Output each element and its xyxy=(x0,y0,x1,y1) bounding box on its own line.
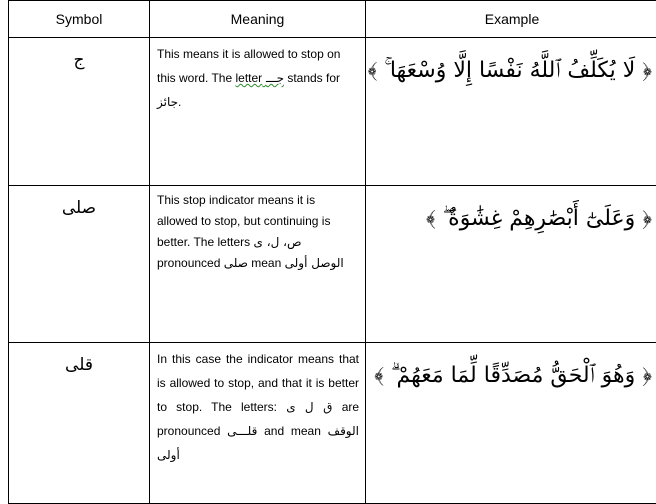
header-symbol: Symbol xyxy=(9,1,150,38)
meaning-arabic: جـــ xyxy=(262,71,284,85)
header-row xyxy=(9,1,656,38)
meaning-cell xyxy=(150,38,366,186)
meaning-arabic: قلـــى xyxy=(227,424,257,438)
meaning-arabic: الوقف أولى xyxy=(157,424,359,462)
meaning-arabic: صلى xyxy=(224,256,248,270)
meaning-text: letter xyxy=(236,71,263,85)
meaning-text: In this case the indicator means that is allowed to stop, and that it is better to stop. The letters: xyxy=(157,352,359,414)
symbol-jim: ج xyxy=(74,50,85,70)
meaning-arabic: الوصل أولى xyxy=(285,256,344,270)
meaning-arabic: جائز xyxy=(157,95,178,109)
symbol-qala: قلى xyxy=(65,355,93,375)
meaning-cell xyxy=(150,343,366,504)
symbol-cell xyxy=(9,186,150,343)
meaning-arabic: ص، ل، ى xyxy=(254,235,302,249)
meaning-text: stands for xyxy=(287,71,340,85)
example-cell xyxy=(366,38,656,186)
meaning-arabic: ى xyxy=(286,400,295,414)
symbol-cell xyxy=(9,38,150,186)
meaning-text: and mean xyxy=(264,424,321,438)
table-row xyxy=(9,186,656,343)
table-row xyxy=(9,343,656,504)
symbol-cell xyxy=(9,343,150,504)
meaning-text: . xyxy=(178,95,181,109)
example-cell xyxy=(366,186,656,343)
example-verse: ﴿ وَعَلَىٰٓ أَبْصَٰرِهِمْ غِشَٰوَةٌ ۖ ﴾ xyxy=(426,206,652,231)
meaning-text: This stop indicator means it is allowed to stop, but continuing is better. The letters xyxy=(157,193,330,249)
example-verse: ﴿ لَا يُكَلِّفُ ٱللَّهُ نَفْسًا إِلَّا وُسْعَهَا ۚ ﴾ xyxy=(368,58,652,83)
header-example: Example xyxy=(366,1,656,38)
meaning-cell xyxy=(150,186,366,343)
stop-signs-table xyxy=(8,0,656,504)
example-cell xyxy=(366,343,656,504)
example-verse: ﴿ وَهُوَ ٱلْحَقُّ مُصَدِّقًا لِّمَا مَعَهُمْ ۗ ﴾ xyxy=(374,363,652,388)
header-meaning: Meaning xyxy=(150,1,366,38)
meaning-text: This means it is allowed to stop on this word. The xyxy=(157,47,340,85)
meaning-text: pronounced xyxy=(157,256,220,270)
symbol-sala: صلى xyxy=(62,198,96,218)
table-row xyxy=(9,38,656,186)
meaning-arabic: ق ل xyxy=(305,400,333,414)
meaning-text: mean xyxy=(251,256,281,270)
meaning-text: are pronounced xyxy=(157,400,359,438)
